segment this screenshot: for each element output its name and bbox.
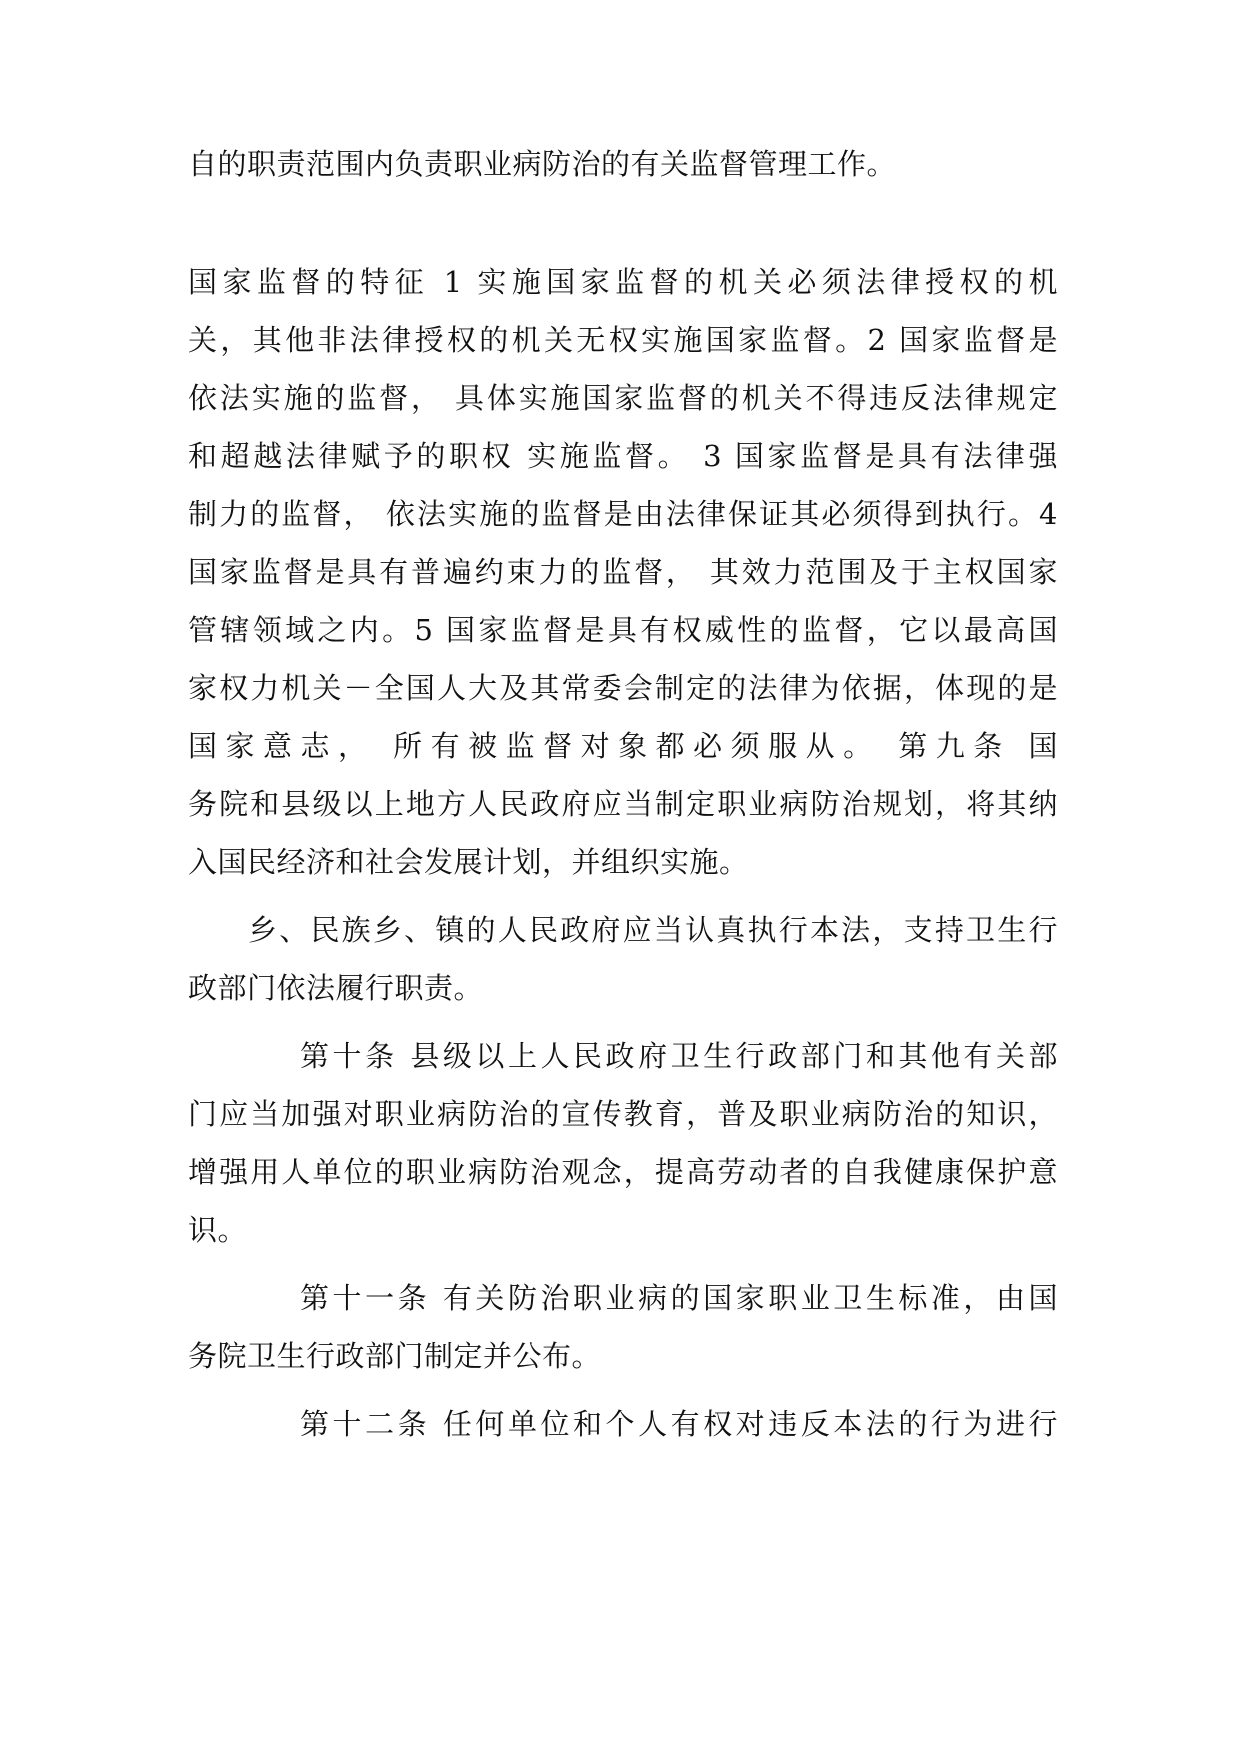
text-line: 识。 bbox=[188, 1213, 248, 1247]
text-line: 第十二条 任何单位和个人有权对违反本法的行为进行 bbox=[300, 1407, 1058, 1441]
text-line: 增强用人单位的职业病防治观念，提高劳动者的自我健康保护意 bbox=[188, 1155, 1058, 1189]
text-line: 政部门依法履行职责。 bbox=[188, 971, 484, 1005]
text-line: 国家意志， 所有被监督对象都必须服从。 第九条 国 bbox=[188, 729, 1058, 763]
text-line: 务院卫生行政部门制定并公布。 bbox=[188, 1339, 602, 1373]
text-line: 管辖领域之内。5 国家监督是具有权威性的监督，它以最高国 bbox=[188, 613, 1058, 647]
text-line: 第十一条 有关防治职业病的国家职业卫生标准，由国 bbox=[300, 1281, 1058, 1315]
text-line: 和超越法律赋予的职权 实施监督。 3 国家监督是具有法律强 bbox=[188, 439, 1058, 473]
text-line: 第十条 县级以上人民政府卫生行政部门和其他有关部 bbox=[300, 1039, 1058, 1073]
text-line: 务院和县级以上地方人民政府应当制定职业病防治规划，将其纳 bbox=[188, 787, 1058, 821]
text-line: 关，其他非法律授权的机关无权实施国家监督。2 国家监督是 bbox=[188, 323, 1058, 357]
text-line: 乡、民族乡、镇的人民政府应当认真执行本法，支持卫生行 bbox=[248, 913, 1058, 947]
text-line: 国家监督的特征 1 实施国家监督的机关必须法律授权的机 bbox=[188, 265, 1058, 299]
text-line: 入国民经济和社会发展计划，并组织实施。 bbox=[188, 845, 749, 879]
text-line: 门应当加强对职业病防治的宣传教育，普及职业病防治的知识， bbox=[188, 1097, 1058, 1131]
text-line: 依法实施的监督， 具体实施国家监督的机关不得违反法律规定 bbox=[188, 381, 1058, 415]
text-line: 国家监督是具有普遍约束力的监督， 其效力范围及于主权国家 bbox=[188, 555, 1058, 589]
text-line: 家权力机关－全国人大及其常委会制定的法律为依据，体现的是 bbox=[188, 671, 1058, 705]
text-line: 自的职责范围内负责职业病防治的有关监督管理工作。 bbox=[188, 147, 897, 181]
text-line: 制力的监督， 依法实施的监督是由法律保证其必须得到执行。4 bbox=[188, 497, 1058, 531]
